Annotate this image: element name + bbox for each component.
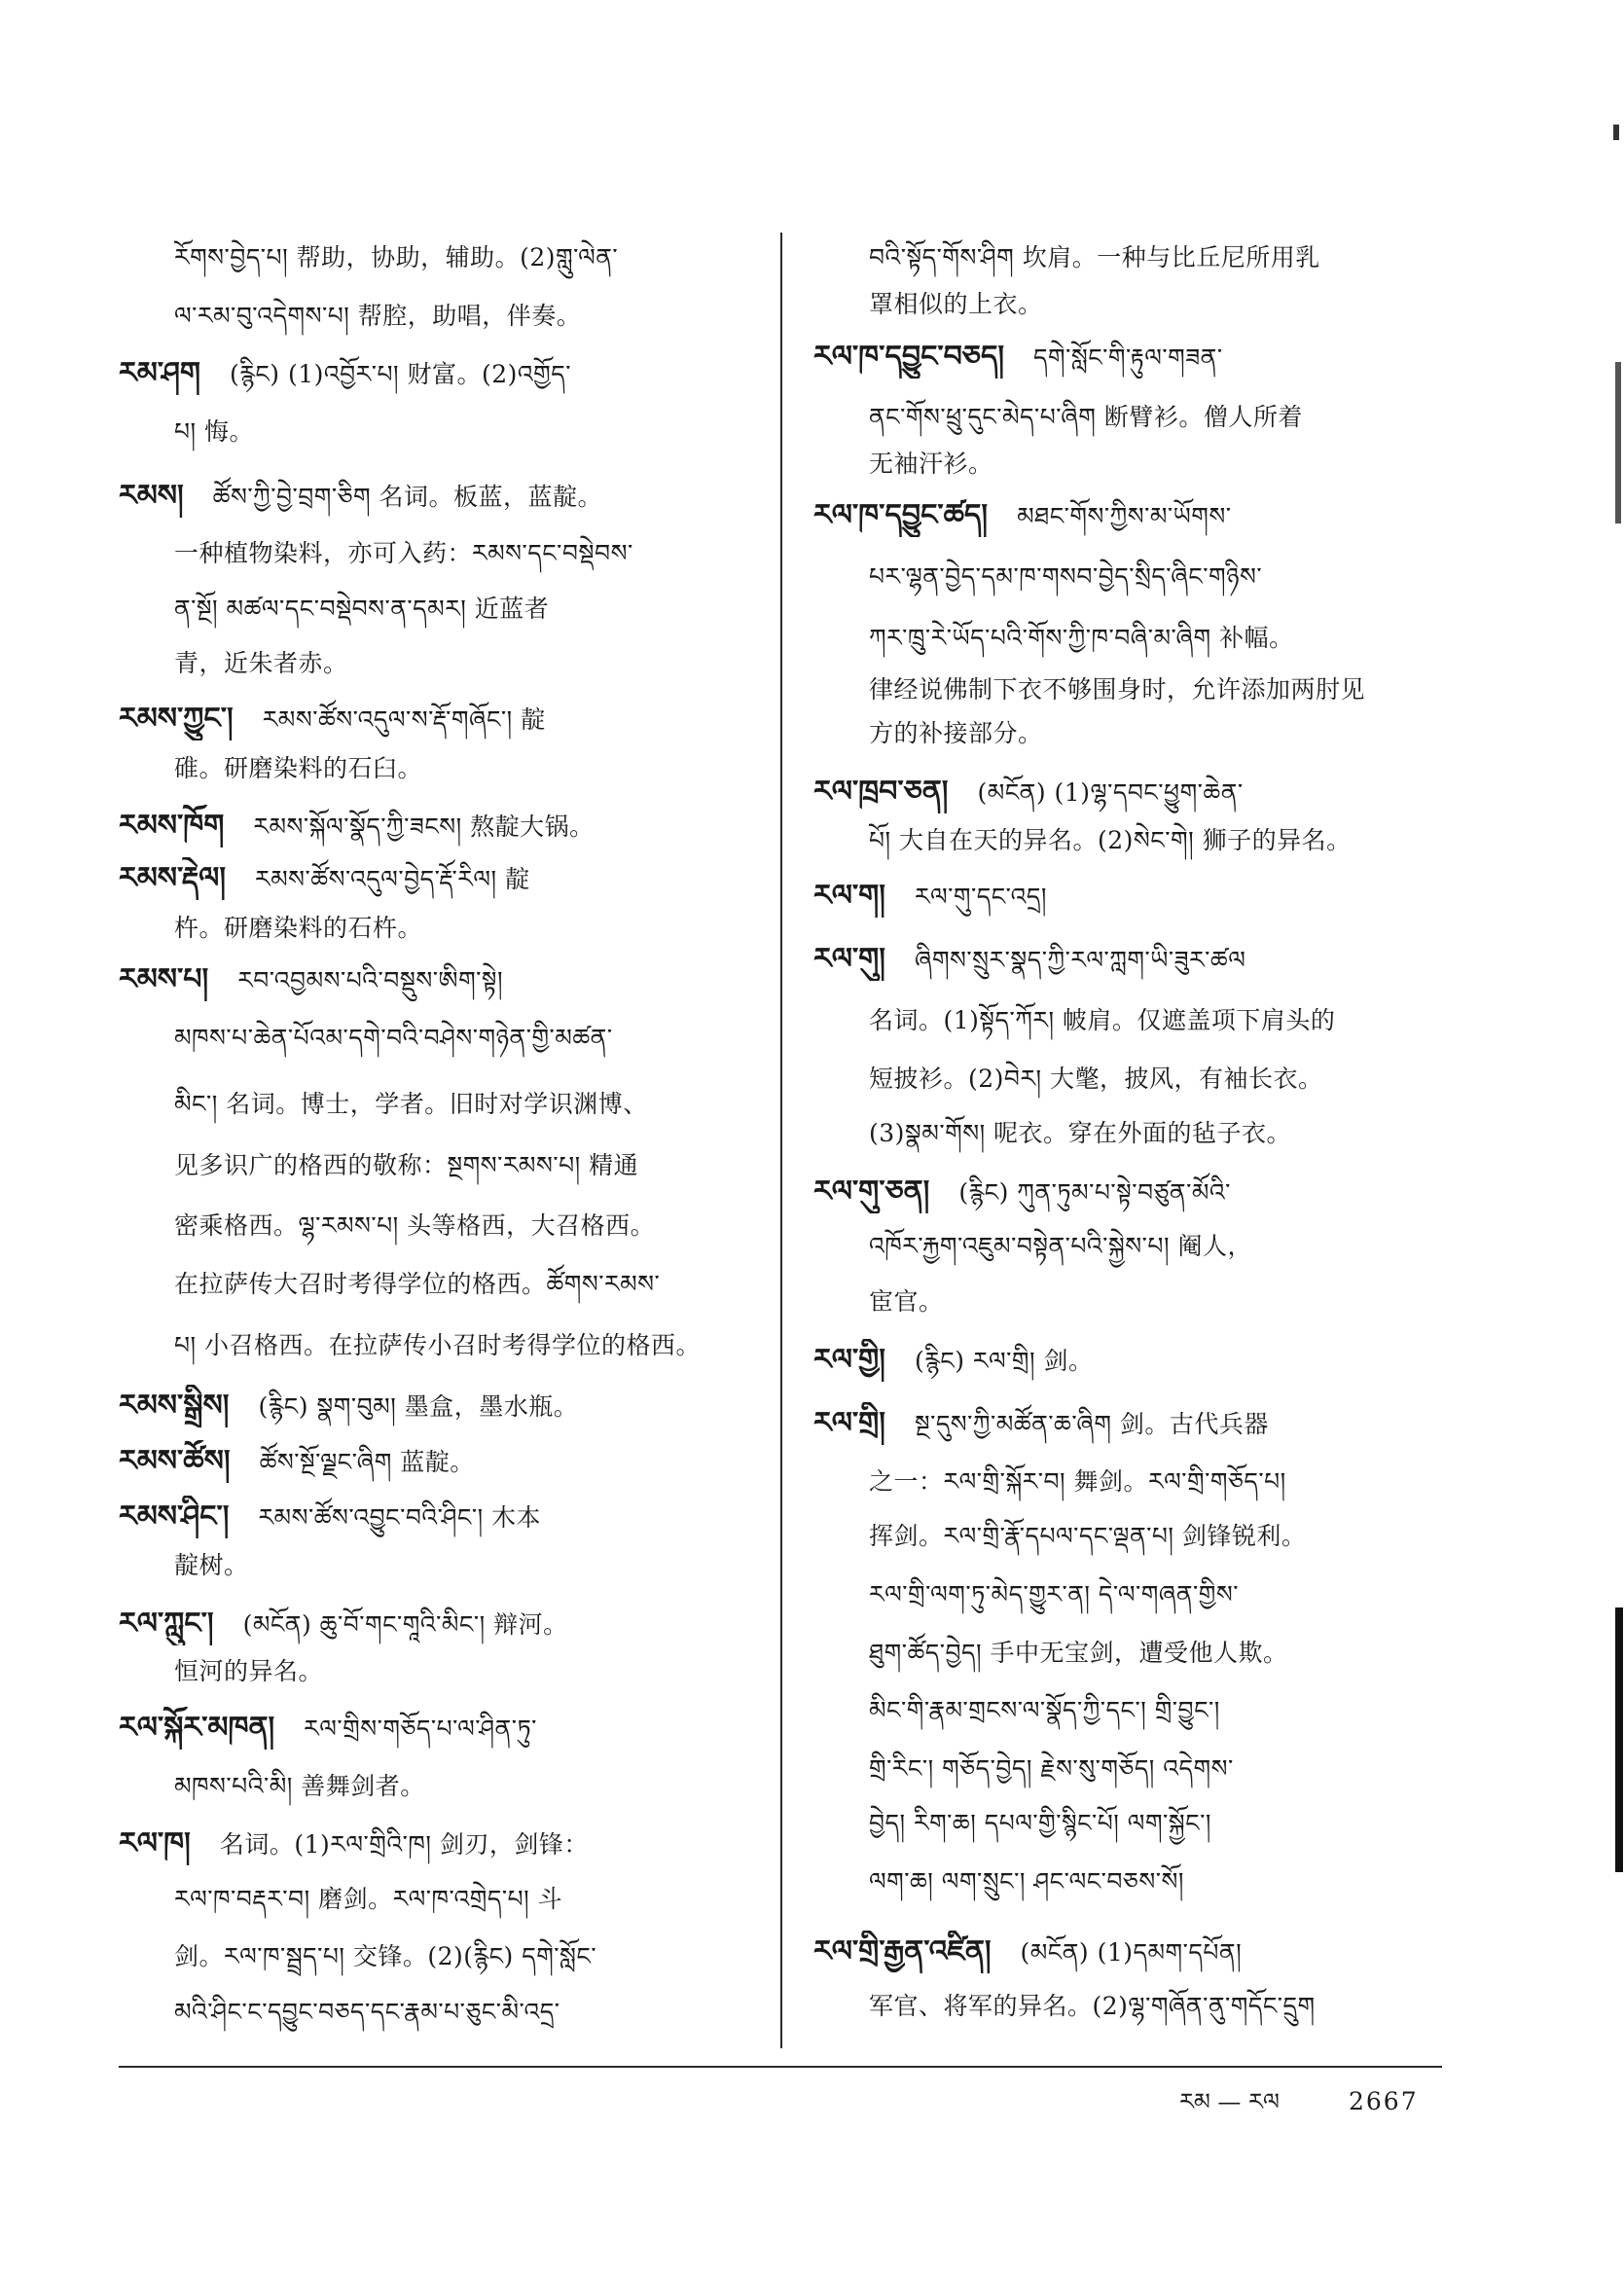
entry-line bbox=[869, 712, 1456, 755]
entry-line bbox=[869, 396, 1456, 439]
entry-line bbox=[119, 1707, 757, 1750]
entry-line bbox=[174, 1935, 757, 1978]
entry-line bbox=[119, 1385, 757, 1427]
entry-text: 方的补接部分。 bbox=[869, 719, 1043, 747]
entry-text: ལ་རམ་བུ་འདེགས་པ། 帮腔，助唱，伴奏。 bbox=[174, 302, 582, 330]
entry-line bbox=[174, 907, 757, 950]
entry-line bbox=[174, 1765, 757, 1808]
entry-line bbox=[869, 236, 1456, 279]
entry-text: 名词。(1)རལ་གྲིའི་ཁ། 剑刃，剑锋： bbox=[219, 1830, 589, 1859]
entry-text: རལ་གྲི་ལག་ཏུ་མེད་གྱུར་ན། དེ་ལ་གཞན་གྱིས་ bbox=[869, 1580, 1240, 1608]
entry-line bbox=[813, 1339, 1456, 1382]
entry-text: ལག་ཆ། ལག་སྲུང་། ཤང་ལང་བཅས་སོ། bbox=[869, 1867, 1184, 1896]
entry-headword: རམས་ཤིང་། bbox=[119, 1499, 230, 1534]
entry-text: མའི་ཤིང་ང་དབྱུང་བཅད་དང་རྣམ་པ་ཅུང་མི་འདྲ་ bbox=[174, 1998, 560, 2026]
entry-line bbox=[813, 771, 1456, 813]
entry-line bbox=[869, 668, 1456, 711]
entry-text: མཁས་པའི་མི། 善舞剑者。 bbox=[174, 1772, 425, 1800]
entry-line bbox=[174, 295, 757, 338]
scan-edge-mark bbox=[1615, 1607, 1623, 1872]
entry-line bbox=[174, 1878, 757, 1921]
entry-text: 一种植物染料，亦可入药：རམས་དང་བསྡེབས་ bbox=[174, 539, 633, 567]
entry-headword: རམས་སྒྲིས། bbox=[119, 1389, 230, 1423]
entry-text: 之一：རལ་གྲི་སྐོར་བ། 舞剑。རལ་གྲི་གཅོད་པ། bbox=[869, 1467, 1286, 1496]
entry-line bbox=[174, 588, 757, 631]
entry-line bbox=[119, 698, 757, 740]
entry-text: (མངོན) ཆུ་བོ་གང་གཱའི་མིང་། 辩河。 bbox=[242, 1610, 568, 1639]
entry-headword: རམས་ཀྱུང་། bbox=[119, 702, 234, 736]
entry-text: རམས་སྐོལ་སྣོད་ཀྱི་ཟངས། 熬靛大锅。 bbox=[253, 812, 595, 841]
entry-text: 密乘格西。ལྷ་རམས་པ། 头等格西，大召格西。 bbox=[174, 1211, 656, 1240]
entry-text: ནང་གོས་ཕྲུ་དུང་མེད་པ་ཞིག 断臂衫。僧人所着 bbox=[869, 403, 1303, 431]
entry-line bbox=[119, 958, 757, 1001]
entry-line bbox=[174, 532, 757, 575]
entry-text: རལ་ཁ་བརྡར་བ། 磨剑。རལ་ཁ་འགྲེད་པ། 斗 bbox=[174, 1885, 563, 1913]
entry-line bbox=[119, 1496, 757, 1538]
entry-line bbox=[174, 747, 757, 790]
entry-line bbox=[869, 1802, 1456, 1845]
entry-text: རམས་ཚོས་འདུལ་ས་རྡོ་གཞོང་། 靛 bbox=[262, 705, 546, 734]
entry-text: རལ་གྲིས་གཅོད་པ་ལ་ཤིན་ཏུ་ bbox=[304, 1715, 537, 1743]
entry-text: དགེ་སློང་གི་རྟུལ་གཟན་ bbox=[1033, 343, 1223, 372]
entry-line bbox=[813, 875, 1456, 918]
entry-text: (མངོན) (1)ལྷ་དབང་ཕྱུག་ཆེན་ bbox=[977, 778, 1244, 807]
entry-line bbox=[869, 999, 1456, 1042]
entry-line bbox=[119, 475, 757, 518]
entry-text: (རྙིང) ཀུན་ཏུམ་པ་སྟེ་བཙུན་མོའི་ bbox=[958, 1178, 1231, 1207]
entry-line bbox=[174, 1205, 757, 1247]
entry-headword: རལ་ག། bbox=[813, 879, 885, 913]
scan-edge-mark bbox=[1613, 125, 1619, 140]
footer-entry-range: རམ — རལ bbox=[1179, 2088, 1280, 2115]
entry-text: འཁོར་རྐྱག་འཇུམ་བསྟེན་པའི་སྐྱེས་པ། 阉人， bbox=[869, 1232, 1252, 1260]
entry-text: ཚོས་སྔོ་ལྗང་ཞིག 蓝靛。 bbox=[259, 1448, 475, 1476]
entry-text: 青，近朱者赤。 bbox=[174, 649, 348, 677]
entry-headword: རམས་རྡེལ། bbox=[119, 861, 227, 895]
entry-headword: རལ་གུ། bbox=[813, 942, 885, 976]
entry-text: (རྙིང) རལ་གྲི། 剑。 bbox=[914, 1347, 1094, 1375]
entry-line bbox=[869, 1860, 1456, 1903]
entry-text: པར་ལྷན་བྱེད་དམ་ཁ་གསབ་བྱེད་སྲིད་ཞིང་གཉིས་ bbox=[869, 562, 1263, 591]
entry-text: (མངོན) (1)དམག་དཔོན། bbox=[1020, 1938, 1243, 1967]
entry-line bbox=[869, 1632, 1456, 1675]
entry-text: མིང་གི་རྣམ་གྲངས་ལ་སྣོད་ཀྱི་དང་། གྲི་བྱུང་། bbox=[869, 1696, 1220, 1724]
entry-text: རབ་འབྱམས་པའི་བསྡུས་ཨིག་སྟེ། bbox=[237, 966, 504, 994]
entry-line bbox=[119, 352, 757, 395]
entry-line bbox=[174, 1650, 757, 1693]
entry-text: 短披衫。(2)བེར། 大氅，披风，有袖长衣。 bbox=[869, 1065, 1323, 1093]
entry-text: 宦官。 bbox=[869, 1287, 944, 1316]
entry-line bbox=[869, 1985, 1456, 2028]
entry-text: 在拉萨传大召时考得学位的格西。ཚོགས་རམས་ bbox=[174, 1270, 661, 1298]
footer-rule bbox=[119, 2066, 1442, 2068]
entry-headword: རམས་ཚོས། bbox=[119, 1444, 231, 1478]
entry-line bbox=[174, 1083, 757, 1126]
entry-line bbox=[869, 1112, 1456, 1155]
entry-text: (རྙིང) (1)འབྱོར་པ། 财富。(2)འགྱོད་ bbox=[230, 360, 572, 388]
entry-text: ཐུག་ཚོད་བྱེད། 手中无宝剑，遭受他人欺。 bbox=[869, 1639, 1288, 1667]
entry-line bbox=[813, 1402, 1456, 1445]
entry-text: སྔ་དུས་ཀྱི་མཚོན་ཆ་ཞིག 剑。古代兵器 bbox=[914, 1410, 1269, 1438]
entry-text: 军官、将军的异名。(2)ལྷ་གཞོན་ནུ་གདོང་དྲུག bbox=[869, 1992, 1316, 2020]
entry-text: རམས་ཚོས་འབྱུང་བའི་ཤིང་། 木本 bbox=[258, 1503, 542, 1532]
entry-text: 律经说佛制下衣不够围身时，允许添加两肘见 bbox=[869, 675, 1366, 704]
entry-text: ཚོས་ཀྱི་བྱེ་བྲག་ཅིག 名词。板蓝，蓝靛。 bbox=[212, 483, 603, 511]
entry-line bbox=[869, 819, 1456, 862]
entry-text: 名词。(1)སྟོད་ཀོར། 帔肩。仅遮盖项下肩头的 bbox=[869, 1006, 1336, 1034]
entry-headword: རམས་ཁོག bbox=[119, 809, 225, 843]
entry-text: རོགས་བྱེད་པ། 帮助，协助，辅助。(2)གླུ་ལེན་ bbox=[174, 243, 619, 271]
entry-line bbox=[869, 443, 1456, 486]
entry-line bbox=[869, 1515, 1456, 1558]
entry-headword: རལ་གྲི། bbox=[813, 1406, 885, 1440]
entry-line bbox=[869, 1748, 1456, 1790]
entry-line bbox=[174, 642, 757, 685]
entry-text: རལ་གུ་དང་འདྲ། bbox=[914, 883, 1047, 911]
entry-line bbox=[869, 617, 1456, 660]
entry-text: 杵。研磨染料的石杵。 bbox=[174, 914, 423, 942]
entry-text: ཞིགས་སྲུར་སྣད་ཀྱི་རལ་ཀླག་ཡི་ཟུར་ཚལ bbox=[914, 946, 1246, 974]
entry-line bbox=[119, 1440, 757, 1483]
entry-headword: རམ་ཤག bbox=[119, 356, 201, 390]
entry-text: པ། 悔。 bbox=[174, 417, 255, 446]
scan-edge-mark bbox=[1615, 362, 1621, 524]
entry-line bbox=[869, 1689, 1456, 1732]
entry-line bbox=[869, 283, 1456, 326]
entry-line bbox=[813, 336, 1456, 379]
entry-text: (རྙིང) སྣག་བུམ། 墨盒，墨水瓶。 bbox=[258, 1392, 579, 1421]
entry-headword: རལ་ཁ། bbox=[119, 1826, 191, 1860]
entry-line bbox=[119, 1823, 757, 1865]
entry-text: པོ། 大自在天的异名。(2)སེང་གེ། 狮子的异名。 bbox=[869, 826, 1352, 854]
entry-headword: རལ་ཁྲབ་ཅན། bbox=[813, 775, 949, 809]
entry-line bbox=[813, 1171, 1456, 1213]
entry-headword: རལ་ཁ་དབྱུང་བཅད། bbox=[813, 340, 1005, 374]
entry-line bbox=[869, 1461, 1456, 1503]
entry-text: བའི་སྟོད་གོས་ཤིག 坎肩。一种与比丘尼所用乳 bbox=[869, 243, 1320, 271]
entry-text: 剑。རལ་ཁ་སྦྲད་པ། 交锋。(2)(རྙིང) དགེ་སློང་ bbox=[174, 1942, 597, 1970]
entry-line bbox=[869, 1573, 1456, 1616]
entry-text: བྱེད། རིག་ཆ། དཔལ་གྱི་སྙིང་པོ། ལག་སྐྱོང་། bbox=[869, 1809, 1211, 1837]
entry-headword: རམས། bbox=[119, 479, 184, 513]
entry-text: 挥剑。རལ་གྲི་རྣོ་དཔལ་དང་ལྡན་པ། 剑锋锐利。 bbox=[869, 1522, 1307, 1550]
entry-text: ཀར་ཁྲུ་རེ་ཡོད་པའི་གོས་ཀྱི་ཁ་བཞི་མ་ཞིག 补幅。 bbox=[869, 624, 1294, 652]
entry-line bbox=[119, 805, 757, 848]
entry-headword: རལ་གྲི་རྒྱན་འཛིན། bbox=[813, 1934, 992, 1968]
entry-headword: རལ་སྐོར་མཁན། bbox=[119, 1711, 275, 1745]
entry-text: 无袖汗衫。 bbox=[869, 450, 993, 478]
entry-line bbox=[869, 1225, 1456, 1268]
entry-text: མིང་། 名词。博士，学者。旧时对学识渊博、 bbox=[174, 1090, 648, 1118]
entry-text: པ། 小召格西。在拉萨传小召时考得学位的格西。 bbox=[174, 1331, 702, 1359]
entry-line bbox=[174, 236, 757, 279]
entry-text: གྲི་རིང་། གཅོད་བྱེད། རྗེས་སུ་གཅོད། འདེགས་ bbox=[869, 1754, 1234, 1783]
entry-line bbox=[119, 1603, 757, 1645]
column-divider bbox=[780, 233, 782, 2048]
entry-line bbox=[869, 1058, 1456, 1101]
entry-text: 见多识广的格西的敬称：སྔགས་རམས་པ། 精通 bbox=[174, 1151, 639, 1179]
entry-line bbox=[813, 1931, 1456, 1973]
entry-text: 罩相似的上衣。 bbox=[869, 290, 1043, 318]
entry-headword: རལ་གུ་ཅན། bbox=[813, 1174, 930, 1209]
entry-line bbox=[174, 1263, 757, 1306]
entry-line bbox=[813, 938, 1456, 981]
entry-text: 碓。研磨染料的石臼。 bbox=[174, 754, 423, 782]
entry-line bbox=[174, 1991, 757, 2034]
entry-text: 恒河的异名。 bbox=[174, 1657, 324, 1685]
entry-line bbox=[869, 556, 1456, 598]
entry-headword: རལ་ཁ་དབྱུང་ཚད། bbox=[813, 498, 989, 532]
entry-line bbox=[869, 1281, 1456, 1323]
entry-headword: རལ་ཀླུང་། bbox=[119, 1607, 214, 1641]
entry-text: རམས་ཚོས་འདུལ་བྱེད་རྡོ་རིལ། 靛 bbox=[255, 865, 530, 893]
entry-line bbox=[174, 1017, 757, 1060]
entry-headword: རལ་གྱི། bbox=[813, 1343, 885, 1377]
entry-line bbox=[174, 1544, 757, 1587]
entry-line bbox=[174, 1324, 757, 1367]
entry-headword: རམས་པ། bbox=[119, 962, 209, 996]
entry-line bbox=[119, 857, 757, 900]
entry-text: 靛树。 bbox=[174, 1551, 249, 1579]
entry-text: མཐང་གོས་ཀྱིས་མ་ཡོགས་ bbox=[1017, 502, 1232, 530]
page-number: 2667 bbox=[1349, 2087, 1419, 2115]
entry-line bbox=[174, 1144, 757, 1187]
entry-line bbox=[174, 411, 757, 453]
entry-text: མཁས་པ་ཆེན་པོའམ་དགེ་བའི་བཤེས་གཉེན་གྱི་མཚན་ bbox=[174, 1024, 613, 1052]
entry-text: (3)སྣམ་གོས། 呢衣。穿在外面的毡子衣。 bbox=[869, 1119, 1292, 1147]
entry-line bbox=[813, 494, 1456, 537]
entry-text: ན་སྔོ། མཚལ་དང་བསྡེབས་ན་དམར། 近蓝者 bbox=[174, 595, 550, 623]
